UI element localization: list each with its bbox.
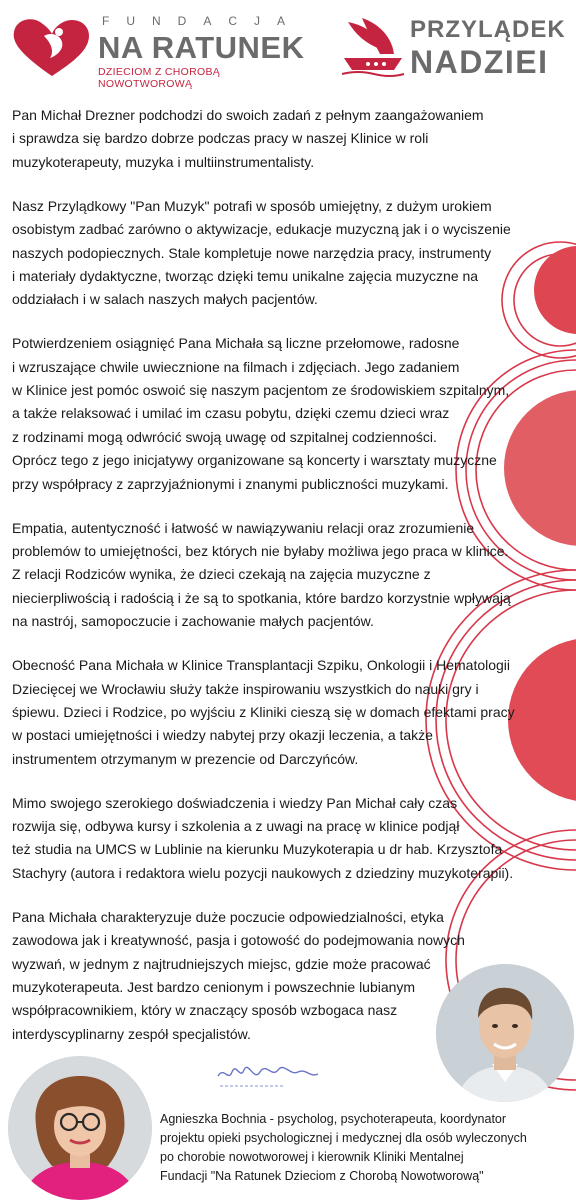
paragraph-6: Mimo swojego szerokiego doświadczenia i wiedzy Pan Michał cały czas rozwija się, odbywa kursy i szkolenia a z uwagi na pracę w klinice podjął też studia na UMCS w Lublinie na kierunku Muzykoterapia u dr hab. Krzysztofa Stachyry (autora i redaktora wielu pozycji naukowych z dziedziny muzykoterapii). [12, 794, 514, 881]
org-sub-text: DZIECIOM Z CHOROBĄ NOWOTWOROWĄ [98, 66, 221, 90]
paragraph-4: Empatia, autentyczność i łatwość w nawiązywaniu relacji oraz zrozumienie problemów to umiejętności, bez których nie byłaby możliwa jego praca w klinice. Z relacji Rodziców wynika, że dzieci czekają na zajęcia muzyczne z niecierpliwością i radością i że są to spotkania, które bardzo korzystnie wpływają na nastrój, samopoczucie i zachowanie małych pacjentów. [12, 519, 511, 630]
woman-portrait-icon [8, 1056, 152, 1200]
signature-image [214, 1062, 324, 1092]
man-portrait-icon [436, 964, 574, 1102]
fundacja-logo [10, 8, 310, 90]
agnieszka-photo [8, 1056, 152, 1200]
ship-logo-icon [338, 14, 408, 80]
paragraph-3: Potwierdzeniem osiągnięć Pana Michała są liczne przełomowe, radosne i wzruszające chwile uwiecznione na filmach i zdjęciach. Jego zadaniem w Klinice jest pomóc oswoić się naszym pacjentom ze środowiskiem szpitalnym, a także relaksować i umilać im czasu pobytu, dzięki czemu dzieci wraz z rodzinami mogą odwrócić swoją uwagę od szpitalnej codzienności. Oprócz tego z jego inicjatywy organizowane są koncerty i warsztaty muzyczne przy współpracy z zaprzyjaźnionymi i znanymi publiczności muzykami. [12, 335, 510, 492]
paragraph-7: Pana Michała charakteryzuje duże poczucie odpowiedzialności, etyka zawodowa jak i kreatywność, pasja i gotowość do podejmowania nowych wyzwań, w jednym z najtrudniejszych miejsc, gdzie może pracować muzykoterapeuta. Jest bardzo cenionym i powszechnie lubianym współpracownikiem, który w znaczący sposób wzbogaca nasz interdyscyplinarny zespół specjalistów. [12, 908, 465, 1042]
paragraph-5: Obecność Pana Michała w Klinice Transplantacji Szpiku, Onkologii i Hematologii Dziecięcej we Wrocławiu służy także inspirowaniu wszystkich do nauki gry i śpiewu. Dzieci i Rodzice, po wyjściu z Kliniki cieszą się w domach efektami pracy w postaci umiejętności i wiedzy nabytej przy okazji leczenia, a także instrumentem otrzymanym w prezencie od Darczyńców. [12, 657, 515, 767]
nadziei-text: NADZIEI [410, 44, 549, 80]
michal-photo [436, 964, 574, 1102]
letter-body [12, 104, 552, 1067]
org-main-text: NA RATUNEK [98, 30, 305, 65]
paragraph-1: Pan Michał Drezner podchodzi do swoich zadań z pełnym zaangażowaniem i sprawdza się bardzo dobrze podczas pracy w naszej Klinice w roli muzykoterapeuty, muzyka i multiinstrumentalisty. [12, 107, 484, 170]
org-top-text: FUNDACJA [102, 14, 303, 28]
heart-logo-icon [10, 14, 94, 80]
przyladek-text: PRZYLĄDEK [410, 16, 566, 43]
paragraph-2: Nasz Przylądkowy "Pan Muzyk" potrafi w sposób umiejętny, z dużym urokiem osobistym zadbać zarówno o aktywizacje, edukacje muzyczną jak i o wyciszenie naszych podopiecznych. Stale kompletuje nowe narzędzia pracy, instrumenty i materiały dydaktyczne, tworząc dzięki temu unikalne zajęcia muzyczne na oddziałach i w salach naszych małych pacjentów. [12, 197, 511, 308]
przyladek-logo [338, 8, 568, 82]
signature-caption: Agnieszka Bochnia - psycholog, psychoterapeuta, koordynator projektu opieki psychologicznej i medycznej dla osób wyleczonych po chorobie nowotworowej i kierownik Kliniki Mentalnej Fundacji "Na Ratunek Dzieciom z Chorobą Nowotworową" [160, 1112, 527, 1183]
